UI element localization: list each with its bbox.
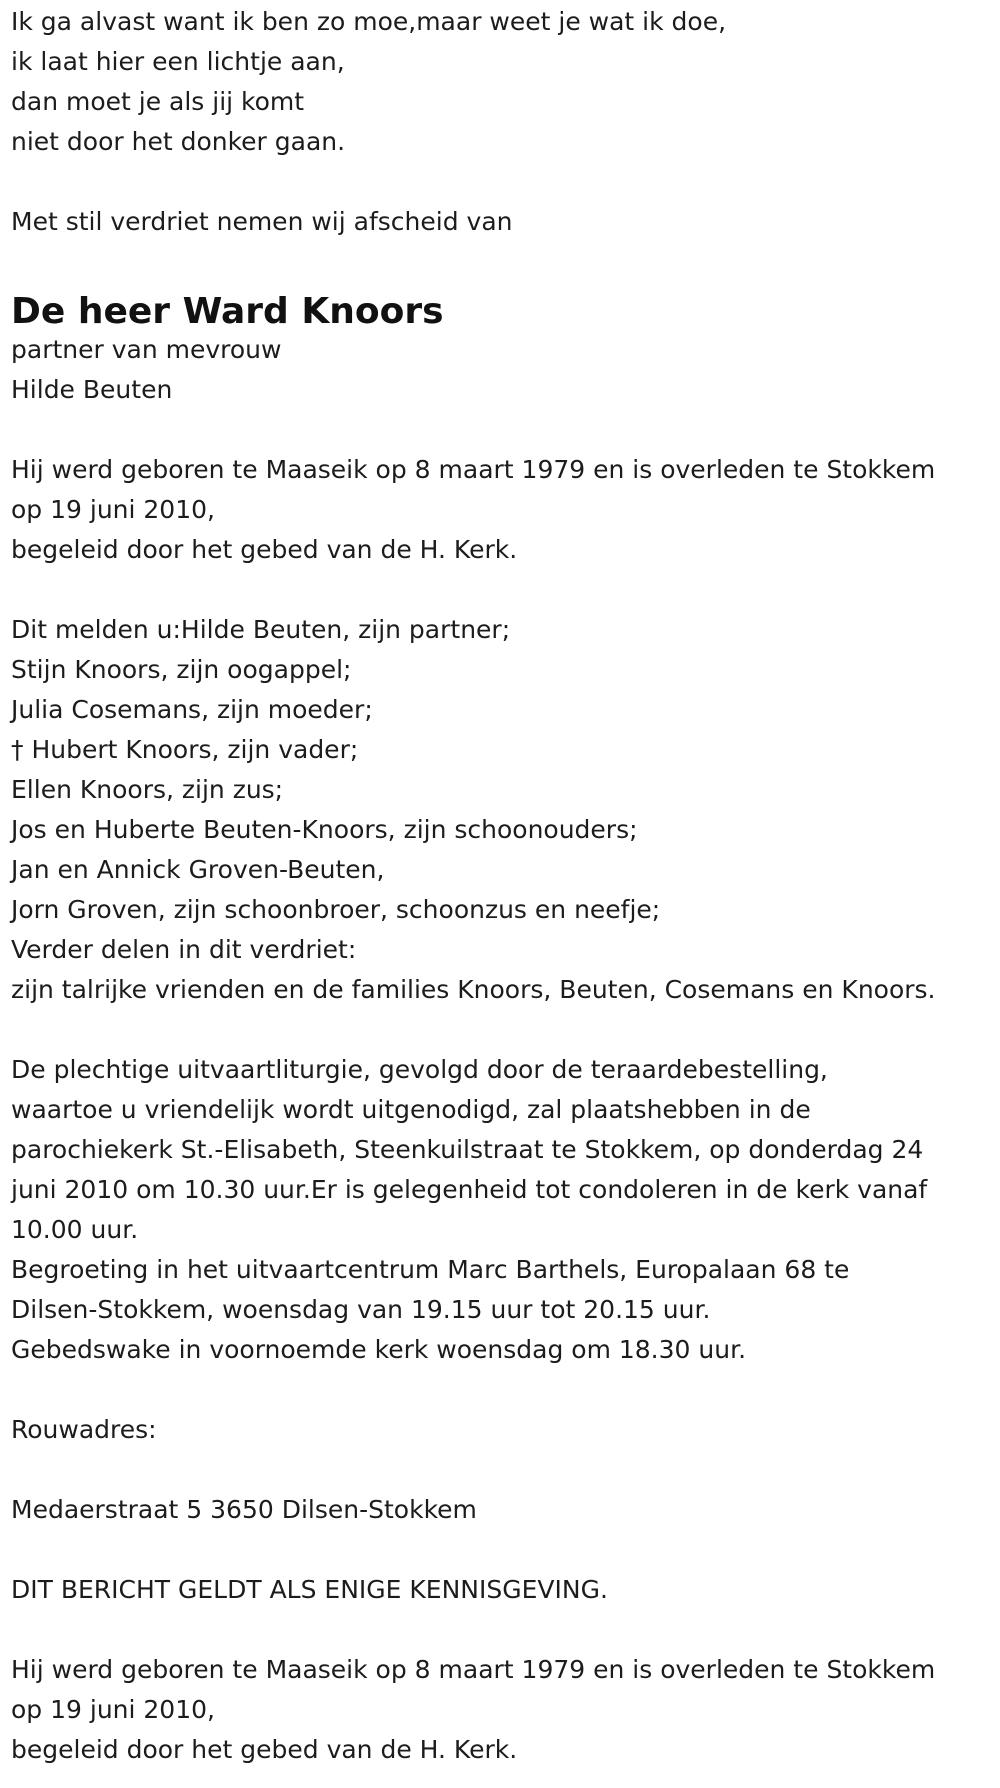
birth-death-block	[11, 450, 996, 570]
spacer	[11, 1370, 996, 1410]
family-line: zijn talrijke vrienden en de families Knoors, Beuten, Cosemans en Knoors.	[11, 975, 936, 1004]
deceased-name: De heer Ward Knoors	[11, 291, 444, 332]
address: Medaerstraat 5 3650 Dilsen-Stokkem	[11, 1495, 477, 1524]
funeral-line: De plechtige uitvaartliturgie, gevolgd door de teraardebestelling,	[11, 1055, 828, 1084]
spacer	[11, 162, 996, 202]
birth-death-line: op 19 juni 2010,	[11, 1695, 215, 1724]
family-line: Jorn Groven, zijn schoonbroer, schoonzus en neefje;	[11, 895, 661, 924]
family-block	[11, 610, 996, 1010]
birth-death-line: begeleid door het gebed van de H. Kerk.	[11, 535, 518, 564]
funeral-line: waartoe u vriendelijk wordt uitgenodigd, zal plaatshebben in de	[11, 1095, 811, 1124]
birth-death-line: Hij werd geboren te Maaseik op 8 maart 1979 en is overleden te Stokkem	[11, 1655, 936, 1684]
spacer	[11, 242, 996, 282]
spacer	[11, 1010, 996, 1050]
funeral-line: 10.00 uur.	[11, 1215, 139, 1244]
family-line: Verder delen in dit verdriet:	[11, 935, 357, 964]
family-line: Stijn Knoors, zijn oogappel;	[11, 655, 352, 684]
poem-line: niet door het donker gaan.	[11, 127, 346, 156]
spacer	[11, 570, 996, 610]
spacer	[11, 1610, 996, 1650]
partner-line: partner van mevrouw	[11, 335, 282, 364]
poem	[11, 2, 996, 162]
family-line: Jan en Annick Groven-Beuten,	[11, 855, 385, 884]
spacer	[11, 1530, 996, 1570]
funeral-line: juni 2010 om 10.30 uur.Er is gelegenheid tot condoleren in de kerk vanaf	[11, 1175, 928, 1204]
death-notice	[11, 2, 996, 1770]
address-label: Rouwadres:	[11, 1415, 157, 1444]
spacer	[11, 410, 996, 450]
notice-statement: DIT BERICHT GELDT ALS ENIGE KENNISGEVING.	[11, 1575, 608, 1604]
poem-line: dan moet je als jij komt	[11, 87, 305, 116]
partner-block	[11, 330, 996, 410]
poem-line: Ik ga alvast want ik ben zo moe,maar weet je wat ik doe,	[11, 7, 727, 36]
birth-death-line: op 19 juni 2010,	[11, 495, 215, 524]
family-line: Jos en Huberte Beuten-Knoors, zijn schoonouders;	[11, 815, 638, 844]
spacer	[11, 1450, 996, 1490]
family-line: Dit melden u:Hilde Beuten, zijn partner;	[11, 615, 511, 644]
birth-death-line: Hij werd geboren te Maaseik op 8 maart 1979 en is overleden te Stokkem	[11, 455, 936, 484]
birth-death-block-repeat	[11, 1650, 996, 1770]
poem-line: ik laat hier een lichtje aan,	[11, 47, 345, 76]
funeral-line: Begroeting in het uitvaartcentrum Marc Barthels, Europalaan 68 te	[11, 1255, 850, 1284]
intro-text: Met stil verdriet nemen wij afscheid van	[11, 207, 513, 236]
family-line: Julia Cosemans, zijn moeder;	[11, 695, 373, 724]
family-line: † Hubert Knoors, zijn vader;	[11, 735, 359, 764]
funeral-line: parochiekerk St.-Elisabeth, Steenkuilstraat te Stokkem, op donderdag 24	[11, 1135, 924, 1164]
funeral-block	[11, 1050, 996, 1370]
partner-line: Hilde Beuten	[11, 375, 173, 404]
family-line: Ellen Knoors, zijn zus;	[11, 775, 284, 804]
funeral-line: Dilsen-Stokkem, woensdag van 19.15 uur tot 20.15 uur.	[11, 1295, 711, 1324]
birth-death-line: begeleid door het gebed van de H. Kerk.	[11, 1735, 518, 1764]
funeral-line: Gebedswake in voornoemde kerk woensdag om 18.30 uur.	[11, 1335, 747, 1364]
